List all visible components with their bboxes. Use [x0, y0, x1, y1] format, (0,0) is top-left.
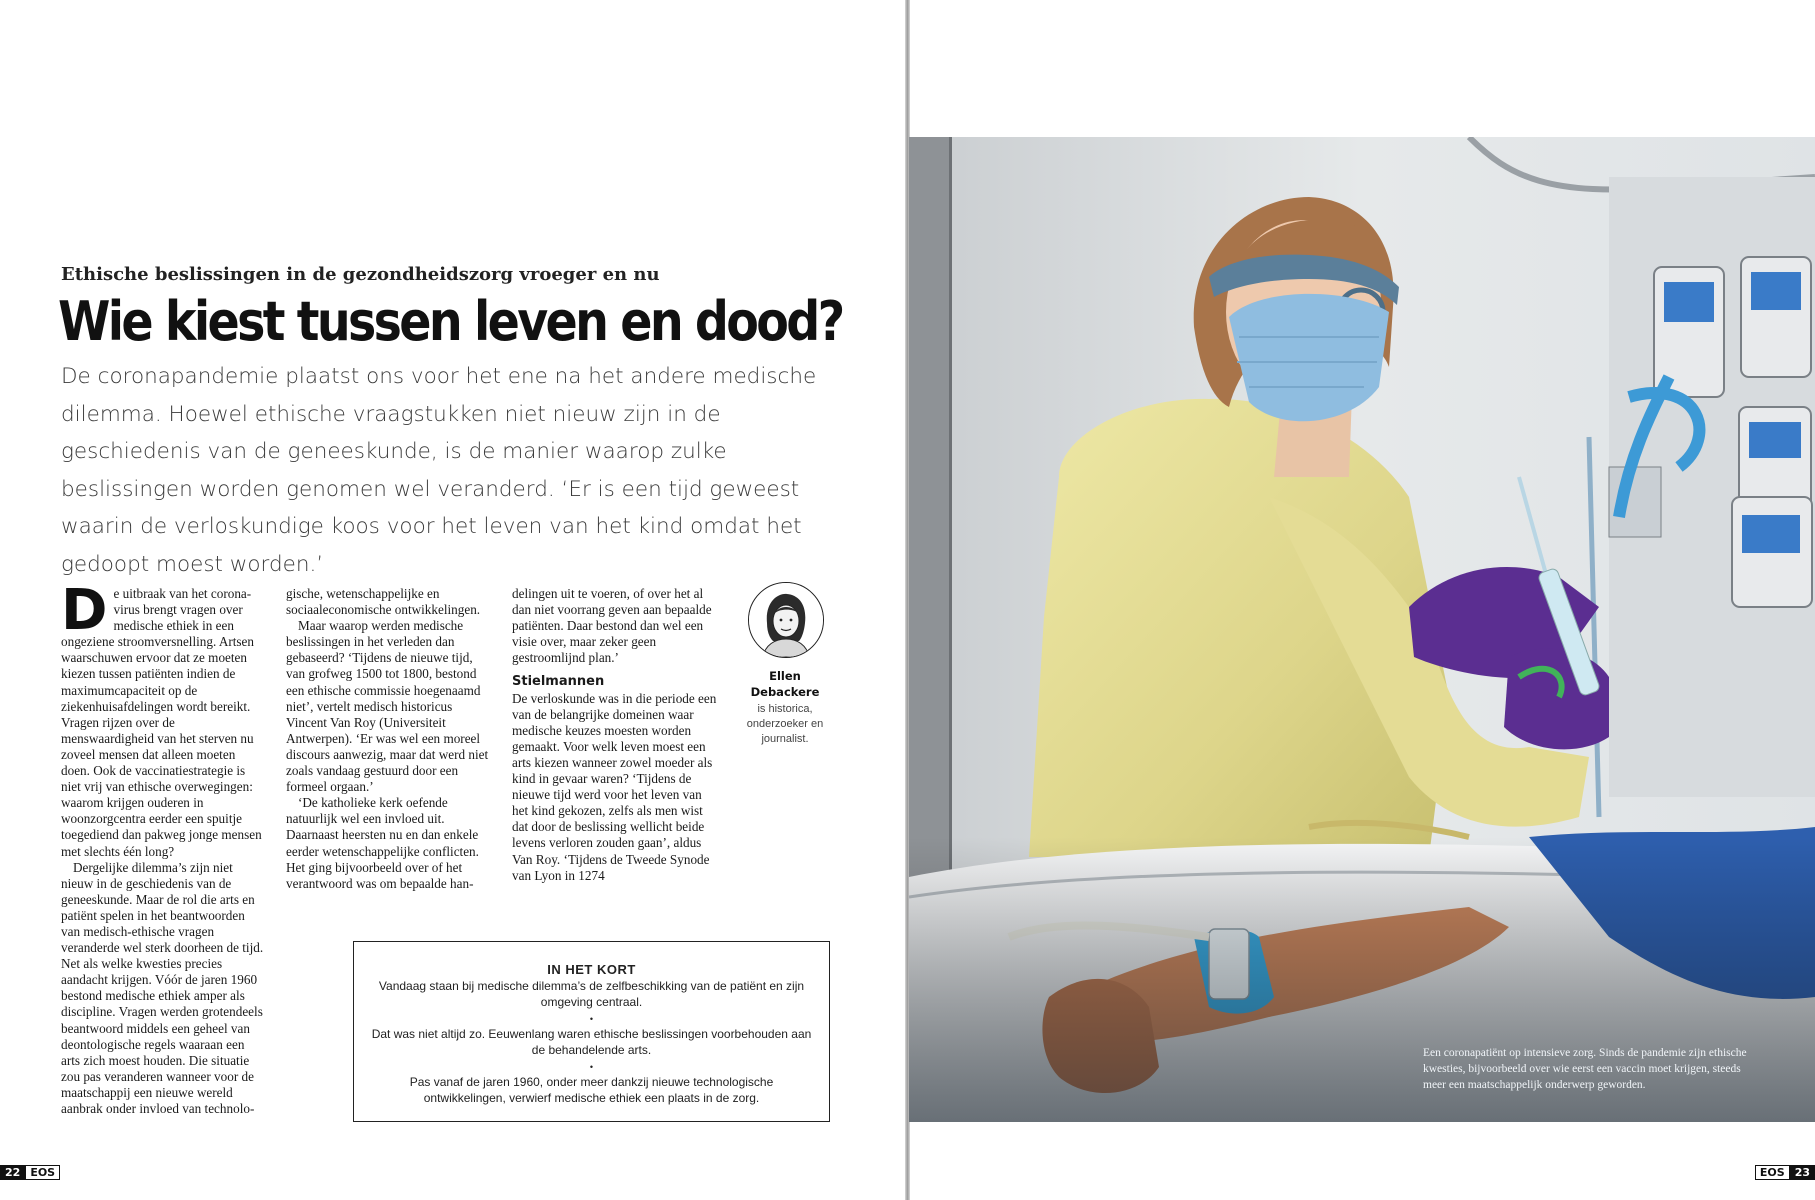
magazine-name: EOS: [25, 1165, 60, 1180]
author-first-name: Ellen: [769, 669, 801, 683]
article-lead: De coronapandemie plaatst ons voor het ene na het andere medische dilemma. Hoewel ethische vraagstukken niet nieuw zijn in de geschiedenis van de geneeskunde, is de manier waarop zulke beslissingen worden genomen wel veranderd. ‘Er is een tijd geweest waarin de verloskundige koos voor het leven van het kind omdat het gedoopt moest worden.’: [61, 364, 817, 577]
page-number: 22: [0, 1165, 25, 1180]
feature-photo: [909, 137, 1815, 1122]
body-column-1: [61, 578, 264, 1117]
folio-right: [1755, 1165, 1815, 1180]
body-paragraph: e uitbraak van het corona-virus brengt vragen over medische ethiek in een ongeziene stroomversnelling. Artsen waarschuwen ervoor dat ze moeten kiezen tussen patiënten indien de maximumcapaciteit op de ziekenhuisafdelingen wordt bereikt. Vragen rijzen over de menswaardigheid van het sterven nu zoveel mensen dat alleen moeten doen. Ook de vaccinatiestrategie is niet vrij van ethische overwegingen: waarom krijgen ouderen in woonzorgcentra eerder een spuitje toegediend dan pakweg jonge mensen met slechts één long?: [61, 586, 262, 859]
summary-item: Pas vanaf de jaren 1960, onder meer dankzij nieuwe technologische ontwikkelingen, verwierf medische ethiek een plaats in de zorg.: [409, 1075, 774, 1105]
left-page: [0, 0, 905, 1200]
body-paragraph: De verloskunde was in die periode een van de belangrijke domeinen waar medische keuzes moesten worden gemaakt. Voor welk leven moest een arts kiezen wanneer zowel moeder als kind in gevaar waren? ‘Tijdens de nieuwe tijd werd voor het leven van het kind gekozen, zelfs als men wist dat door de beslissing wellicht beide levens verloren zouden gaan’, aldus Van Roy. ‘Tijdens de Tweede Synode van Lyon in 1274: [512, 690, 717, 883]
body-paragraph: gische, wetenschappelijke en sociaaleconomische ontwikkelingen.: [286, 586, 481, 618]
page-number: 23: [1790, 1165, 1815, 1180]
body-paragraph: Maar waarop werden medische beslissingen in het verleden dan gebaseerd? ‘Tijdens de nieuwe tijd, van grofweg 1500 tot 1800, bestond een ethische commissie hoegenaamd niet’, vertelt medisch historicus Vincent Van Roy (Universiteit Antwerpen). ‘Er was wel een moreel discours aanwezig, maar dat werd niet zoals vandaag gestuurd door een formeel orgaan.’: [286, 618, 489, 795]
article-headline: Wie kiest tussen leven en dood?: [58, 290, 843, 353]
author-portrait: [748, 582, 824, 658]
summary-title: IN HET KORT: [547, 962, 636, 977]
summary-item: Dat was niet altijd zo. Eeuwenlang waren ethische beslissingen voorbehouden aan de behandelende arts.: [371, 1027, 812, 1057]
magazine-name: EOS: [1755, 1165, 1790, 1180]
summary-box: [353, 941, 830, 1122]
dropcap: D: [61, 578, 108, 643]
body-paragraph: delingen uit te voeren, of over het al dan niet voorrang geven aan bepaalde patiënten. Daar bestond dan wel een visie over, maar zeker geen gestroomlijnd plan.’: [512, 586, 712, 666]
author-bio: is historica, onderzoeker en journalist.: [746, 703, 824, 745]
article-kicker: Ethische beslissingen in de gezondheidszorg vroeger en nu: [61, 264, 660, 285]
author-last-name: Debackere: [750, 685, 820, 699]
body-paragraph: Dergelijke dilemma’s zijn niet nieuw in de geschiedenis van de geneeskunde. Maar de rol die arts en patiënt spelen in het beantwoorden van medisch-ethische vragen veranderde wel sterk doorheen de tijd. Net als welke kwesties precies aandacht krijgen. Vóór de jaren 1960 bestond medische ethiek amper als discipline. Vragen werden grotendeels beantwoord middels een geheel van deontologische regels waaraan een arts zich moest houden. Die situatie zou pas veranderen wanneer voor de maatschappij een nieuwe wereld aanbrak onder invloed van technolo-: [61, 859, 264, 1116]
body-column-3: [512, 586, 717, 884]
photo-caption: Een coronapatiënt op intensieve zorg. Sinds de pandemie zijn ethische kwesties, bijvoorbeeld over wie eerst een vaccin moet krijgen, steeds meer een maatschappelijk onderwerp geworden.: [1423, 1047, 1747, 1091]
summary-item: Vandaag staan bij medische dilemma’s de zelfbeschikking van de patiënt en zijn omgeving centraal.: [378, 979, 805, 1009]
body-paragraph: ‘De katholieke kerk oefende natuurlijk wel een invloed uit. Daarnaast heersten nu en dan enkele eerder wetenschappelijke conflicten. Het ging bijvoorbeeld over of het verantwoord was om bepaalde han-: [286, 795, 479, 891]
folio-left: [0, 1165, 60, 1180]
body-column-2: [286, 586, 491, 892]
section-subhead: Stielmannen: [512, 674, 605, 690]
author-name: [735, 668, 835, 700]
summary-bullet: •: [589, 1062, 594, 1072]
summary-bullet: •: [589, 1014, 594, 1024]
